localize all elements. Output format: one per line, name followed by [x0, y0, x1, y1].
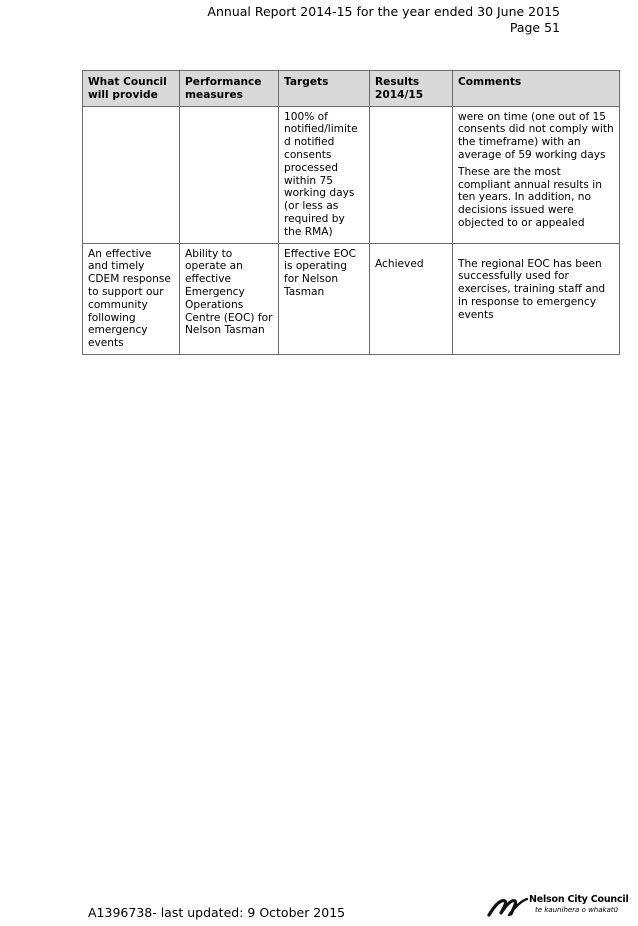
- council-logo-icon: [487, 895, 529, 919]
- header-performance-measures: Performance measures: [180, 71, 279, 107]
- cell-targets: 100% of notified/limite d notified consents processed within 75 working days (or less as required by the RMA): [279, 106, 370, 243]
- report-title: Annual Report 2014-15 for the year ended 30 June 2015: [207, 4, 560, 19]
- document-id: A1396738- last updated: 9 October 2015: [88, 905, 346, 920]
- cell-targets: Effective EOC is operating for Nelson Tasman: [279, 243, 370, 354]
- page-header: [207, 4, 560, 36]
- performance-table: [82, 70, 620, 355]
- header-what-council-will-provide: What Council will provide: [83, 71, 180, 107]
- logo-title: Nelson City Council: [529, 894, 629, 905]
- header-results: Results 2014/15: [370, 71, 453, 107]
- comment-paragraph: These are the most compliant annual results in ten years. In addition, no decisions issued were objected to or appealed: [458, 165, 602, 229]
- table-header-row: [83, 71, 620, 107]
- cell-what: [83, 106, 180, 243]
- logo-subtitle: te kaunihera o whakatū: [535, 906, 619, 914]
- cell-results: [370, 106, 453, 243]
- cell-comments: [453, 243, 620, 354]
- comment-paragraph: The regional EOC has been successfully used for exercises, training staff and in response to emergency events: [458, 257, 606, 321]
- table-row: [83, 106, 620, 243]
- header-targets: Targets: [279, 71, 370, 107]
- page-number: Page 51: [509, 20, 560, 35]
- comment-paragraph: were on time (one out of 15 consents did not comply with the timeframe) with an average of 59 working days: [458, 110, 614, 161]
- cell-results: Achieved: [370, 243, 453, 354]
- header-comments: Comments: [453, 71, 620, 107]
- cell-comments: [453, 106, 620, 243]
- cell-measures: [180, 106, 279, 243]
- table-row: [83, 243, 620, 354]
- cell-what: An effective and timely CDEM response to support our community following emergency events: [83, 243, 180, 354]
- council-logo: [487, 893, 629, 921]
- cell-measures: Ability to operate an effective Emergency Operations Centre (EOC) for Nelson Tasman: [180, 243, 279, 354]
